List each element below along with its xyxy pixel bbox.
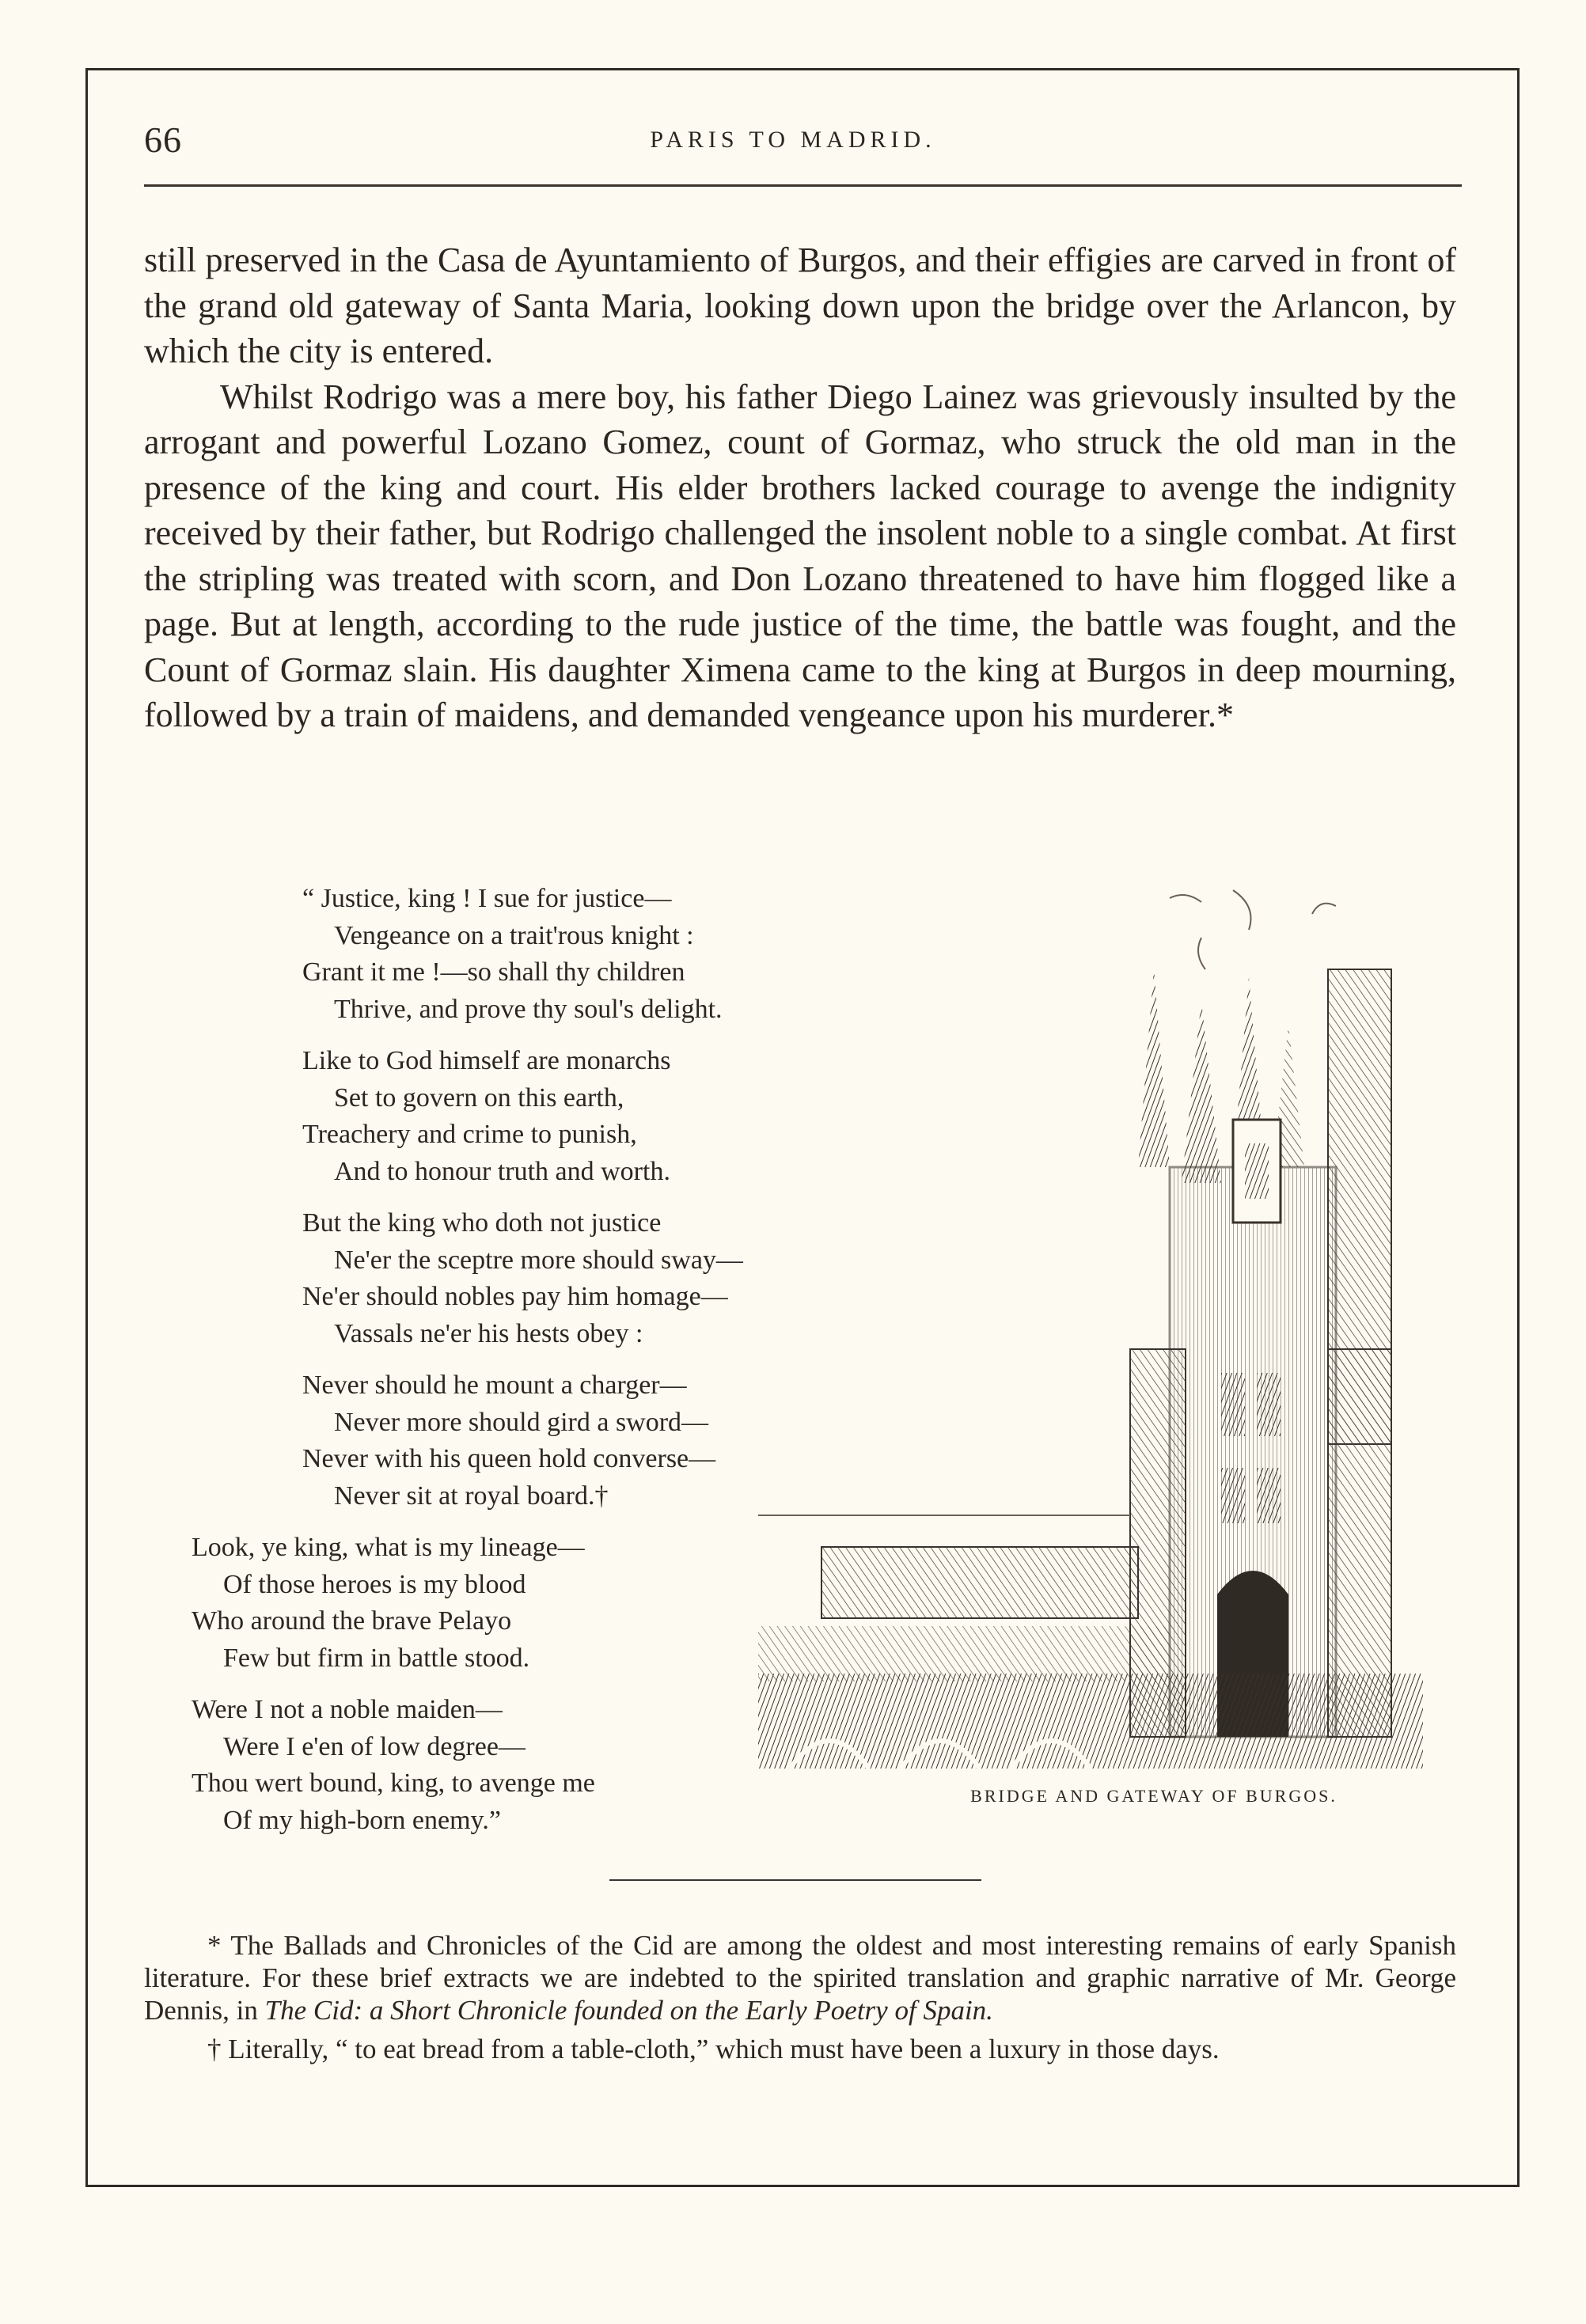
verse-line: Thrive, and prove thy soul's delight. — [334, 994, 723, 1024]
verse-line: Never more should gird a sword— — [334, 1407, 709, 1437]
verse-line: Like to God himself are monarchs — [302, 1046, 671, 1075]
ballad-verses-upper — [302, 881, 743, 1530]
verse-line: Thou wert bound, king, to avenge me — [192, 1769, 595, 1798]
page-number: 66 — [144, 119, 182, 160]
verse-line: Treachery and crime to punish, — [302, 1120, 637, 1149]
verse-line: Never should he mount a charger— — [302, 1371, 687, 1400]
stanza — [192, 1530, 595, 1677]
paragraph: Whilst Rodrigo was a mere boy, his father Diego Lainez was grievously insulted by the arrogant and powerful Lozano Gomez, count of Gormaz, who struck the old man in the presence of the king and court. His elder brothers lacked courage to avenge the indignity received by their father, but Rodrigo challenged the insolent noble to a single combat. At first the stripling was treated with scorn, and Don Lozano threatened to have him flogged like a page. But at length, according to the rude justice of the time, the battle was fought, and the Count of Gormaz slain. His daughter Ximena came to the king at Burgos in deep mourning, followed by a train of maidens, and demanded vengeance upon his murderer.* — [144, 377, 1456, 734]
stanza — [192, 1692, 595, 1839]
verse-line: But the king who doth not justice — [302, 1208, 662, 1238]
verse-line: Were I not a noble maiden— — [192, 1695, 503, 1724]
verse-line: Few but firm in battle stood. — [223, 1643, 530, 1673]
ballad-verses-lower — [192, 1530, 595, 1854]
header-rule — [144, 184, 1462, 187]
verse-line: Grant it me !—so shall thy children — [302, 957, 685, 987]
paragraph: still preserved in the Casa de Ayuntamiento of Burgos, and their effigies are carved in front of the grand old gateway of Santa Maria, looking down upon the bridge over the Arlancon, by which the city is entered. — [144, 241, 1456, 370]
verse-line: Ne'er should nobles pay him homage— — [302, 1282, 728, 1311]
verse-line: Of those heroes is my blood — [223, 1569, 526, 1599]
verse-line: Set to govern on this earth, — [334, 1082, 624, 1113]
footnote-1-text: * The Ballads and Chronicles of the Cid are among the oldest and most interesting remains of early Spanish literature. For these brief extracts we are indebted to the spirited translation and graphic narrative of Mr. George Dennis, in — [144, 1930, 1456, 2026]
verse-line: Of my high-born enemy.” — [223, 1805, 501, 1835]
verse-line: Never sit at royal board.† — [334, 1480, 609, 1511]
verse-line: “ Justice, king ! I sue for justice— — [302, 884, 672, 913]
verse-line: Never with his queen hold converse— — [302, 1444, 716, 1473]
verse-line: Ne'er the sceptre more should sway— — [334, 1245, 743, 1275]
verse-line: Vengeance on a trait'rous knight : — [334, 920, 694, 950]
verse-line: Vassals ne'er his hests obey : — [334, 1318, 643, 1348]
burgos-gateway-engraving — [758, 882, 1423, 1776]
footnote-1 — [144, 1929, 1456, 2026]
stanza — [302, 1367, 743, 1515]
running-title: PARIS TO MADRID. — [650, 127, 936, 153]
footnotes — [144, 1929, 1456, 2072]
body-text — [144, 237, 1456, 738]
stanza — [302, 881, 743, 1028]
footnote-2: † Literally, “ to eat bread from a table-cloth,” which must have been a luxury in those days. — [207, 2034, 1220, 2064]
stanza — [302, 1043, 743, 1190]
verse-line: Were I e'en of low degree— — [223, 1731, 526, 1761]
footnote-rule — [609, 1879, 981, 1881]
footnote-1-title: The Cid: a Short Chronicle founded on the Early Poetry of Spain. — [264, 1995, 993, 2026]
illustration-caption: BRIDGE AND GATEWAY OF BURGOS. — [970, 1786, 1337, 1806]
verse-line: And to honour truth and worth. — [334, 1156, 670, 1186]
verse-line: Look, ye king, what is my lineage— — [192, 1533, 585, 1562]
verse-line: Who around the brave Pelayo — [192, 1606, 512, 1636]
stanza — [302, 1205, 743, 1352]
